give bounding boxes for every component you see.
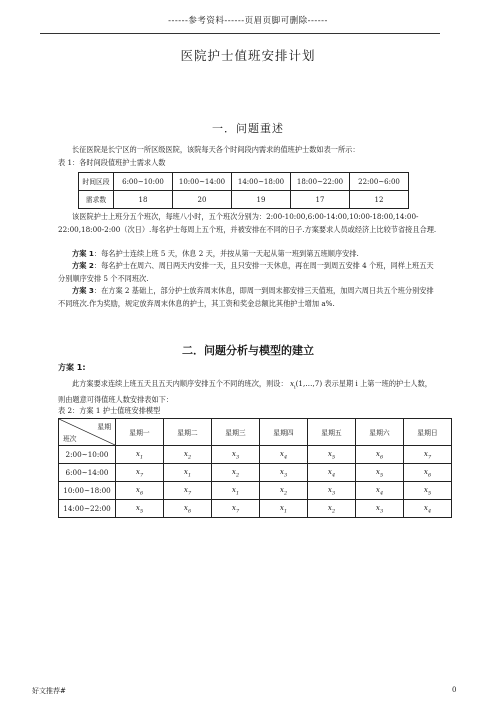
plan1-heading: 方案 1: (58, 363, 86, 372)
table1-caption: 表 1：各时间段值班护士需求人数 (58, 158, 166, 167)
cell-sub: 5 (139, 508, 144, 515)
cell-var: x (183, 466, 188, 476)
plan3-label: 方案 3 (72, 286, 94, 295)
table2-cell (260, 500, 308, 518)
cell-sub: 4 (427, 508, 432, 515)
table1-period: 22:00~6:00 (350, 173, 409, 191)
cell-var: x (231, 448, 236, 458)
cell-sub: 4 (331, 472, 336, 479)
table1-row-label: 需求数 (79, 191, 114, 209)
formula-var: x (289, 379, 294, 388)
table2-cell (116, 482, 164, 500)
table2-shift-label: 2:00~10:00 (59, 446, 116, 464)
table2-cell (356, 482, 404, 500)
cell-var: x (375, 466, 380, 476)
cell-var: x (183, 484, 188, 494)
cell-var: x (327, 466, 332, 476)
cell-sub: 2 (331, 508, 336, 515)
plan1-paragraph (58, 248, 438, 261)
cell-var: x (135, 448, 140, 458)
plan1-model-text (58, 378, 438, 406)
cell-var: x (423, 484, 428, 494)
corner-shift-label: 班次 (63, 435, 77, 443)
table1-row-label: 时间区段 (79, 173, 114, 191)
table2-row (59, 500, 452, 518)
cell-sub: 2 (283, 490, 288, 497)
section2-heading: 二．问题分析与模型的建立 (182, 344, 314, 357)
cell-sub: 6 (427, 472, 432, 479)
document-title: 医院护士值班安排计划 (180, 48, 316, 63)
table2-row (59, 464, 452, 482)
table2-cell (212, 464, 260, 482)
table1-demand: 18 (114, 191, 173, 209)
table1-period: 10:00~14:00 (173, 173, 232, 191)
section1-heading: 一．问题重述 (212, 122, 284, 135)
table1 (78, 172, 409, 209)
cell-sub: 3 (331, 490, 336, 497)
cell-sub: 7 (427, 454, 432, 461)
plan2-label: 方案 2 (72, 261, 94, 270)
cell-sub: 6 (139, 490, 144, 497)
table2-cell (212, 446, 260, 464)
cell-var: x (423, 448, 428, 458)
plan1-label: 方案 1 (72, 249, 94, 258)
cell-var: x (327, 448, 332, 458)
page-number: 0 (452, 686, 457, 694)
cell-sub: 7 (187, 490, 192, 497)
header-rule (40, 33, 440, 34)
cell-sub: 2 (235, 472, 240, 479)
table1-period: 18:00~22:00 (291, 173, 350, 191)
table2-day: 星期三 (212, 419, 260, 446)
table2-cell (260, 482, 308, 500)
table2-row (59, 482, 452, 500)
table2-cell (356, 464, 404, 482)
table2-cell (212, 482, 260, 500)
cell-var: x (279, 484, 284, 494)
cell-var: x (231, 502, 236, 512)
cell-sub: 1 (139, 454, 144, 461)
table2-day: 星期五 (308, 419, 356, 446)
cell-sub: 6 (379, 454, 384, 461)
table2-cell (212, 500, 260, 518)
cell-var: x (375, 484, 380, 494)
table2-caption: 表 2：方案 1 护士值班安排模型 (58, 406, 161, 415)
cell-var: x (327, 502, 332, 512)
table2-cell (260, 446, 308, 464)
cell-var: x (279, 466, 284, 476)
cell-var: x (423, 466, 428, 476)
page-footer: 好文推荐# (32, 687, 66, 695)
table2-cell (404, 482, 452, 500)
plan3-text: ：在方案 2 基础上，部分护士放弃周末休息，即周一到周末都安排三天值班，加周六周日共五个班分别安排不同班次.作为奖励，规定放弃周末休息的护士，其工资和奖金总额比其他护士增加 a%. (58, 286, 434, 308)
cell-sub: 2 (187, 454, 192, 461)
page-header: ------参考资料------页眉页脚可删除------ (168, 16, 328, 26)
table2-shift-label: 10:00~18:00 (59, 482, 116, 500)
table1-demand: 19 (232, 191, 291, 209)
table2 (58, 418, 452, 518)
cell-var: x (375, 502, 380, 512)
table2-cell (404, 464, 452, 482)
table2-day: 星期四 (260, 419, 308, 446)
table1-demand: 17 (291, 191, 350, 209)
cell-sub: 5 (331, 454, 336, 461)
plan2-paragraph (58, 260, 438, 285)
cell-sub: 7 (139, 472, 144, 479)
table2-corner (59, 419, 116, 446)
cell-var: x (231, 484, 236, 494)
table2-day: 星期二 (164, 419, 212, 446)
table1-demand: 12 (350, 191, 409, 209)
table1-row-periods (79, 173, 409, 191)
section1-para1: 该医院护士上班分五个班次，每班八小时，五个班次分别为：2:00-10:00,6:00-14:00,10:00-18:00,14:00-22:00,18:00-2:00（次日）.每名护士每周上五个班，并被安排在不同的日子.方案要求人员或经济上比较节省接且合理. (58, 212, 437, 234)
table2-cell (164, 446, 212, 464)
table1-period: 14:00~18:00 (232, 173, 291, 191)
table2-cell (404, 500, 452, 518)
cell-var: x (183, 448, 188, 458)
cell-sub: 5 (379, 472, 384, 479)
table2-cell (308, 500, 356, 518)
plan1-text-a: 此方案要求连续上班五天且五天内顺序安排五个不同的班次，则设： (72, 379, 288, 388)
plan1-text: ：每名护士连续上班 5 天，休息 2 天，并按从第一天起从第一班到第五班顺序安排. (93, 249, 359, 258)
table2-shift-label: 14:00~22:00 (59, 500, 116, 518)
cell-sub: 1 (187, 472, 192, 479)
table2-cell (356, 446, 404, 464)
table1-period: 6:00~10:00 (114, 173, 173, 191)
cell-sub: 3 (283, 472, 288, 479)
table2-cell (356, 500, 404, 518)
table2-day: 星期日 (404, 419, 452, 446)
table2-cell (164, 464, 212, 482)
cell-var: x (183, 502, 188, 512)
plan3-paragraph (58, 285, 438, 310)
table2-cell (308, 464, 356, 482)
cell-var: x (135, 484, 140, 494)
table1-row-demand (79, 191, 409, 209)
table2-shift-label: 6:00~14:00 (59, 464, 116, 482)
corner-day-label: 星期 (97, 423, 111, 431)
formula-sub: i (294, 384, 296, 391)
plan1-text-c: i 上第一班的护士人数，则由题意可得值班人数安排表如下： (58, 379, 432, 404)
table2-cell (308, 446, 356, 464)
table2-row (59, 446, 452, 464)
cell-var: x (279, 448, 284, 458)
table2-cell (404, 446, 452, 464)
cell-var: x (135, 502, 140, 512)
table2-header-row (59, 419, 452, 446)
table2-cell (116, 446, 164, 464)
formula-range: (1,…,7) (295, 379, 323, 388)
plan1-text-b: 表示星期 (324, 379, 354, 388)
cell-sub: 3 (379, 508, 384, 515)
cell-var: x (279, 502, 284, 512)
section1-intro: 长征医院是长宁区的一所区级医院，该院每天各个时间段内需求的值班护士数如表一所示： (72, 145, 360, 154)
table2-cell (116, 464, 164, 482)
table2-cell (260, 464, 308, 482)
cell-sub: 4 (379, 490, 384, 497)
cell-sub: 7 (235, 508, 240, 515)
cell-sub: 4 (283, 454, 288, 461)
cell-var: x (423, 502, 428, 512)
cell-sub: 5 (427, 490, 432, 497)
table2-cell (116, 500, 164, 518)
table2-cell (308, 482, 356, 500)
table1-demand: 20 (173, 191, 232, 209)
cell-var: x (231, 466, 236, 476)
cell-sub: 6 (187, 508, 192, 515)
cell-sub: 1 (283, 508, 288, 515)
cell-sub: 1 (235, 490, 240, 497)
table2-cell (164, 500, 212, 518)
cell-var: x (375, 448, 380, 458)
cell-sub: 3 (235, 454, 240, 461)
table2-day: 星期六 (356, 419, 404, 446)
cell-var: x (135, 466, 140, 476)
table2-cell (164, 482, 212, 500)
cell-var: x (327, 484, 332, 494)
plan2-text: ：每名护士在周六、周日两天内安排一天，且只安排一天休息，再在周一到周五安排 4 个班，同样上班五天分别顺序安排 5 个不同班次. (58, 261, 434, 283)
table2-day: 星期一 (116, 419, 164, 446)
